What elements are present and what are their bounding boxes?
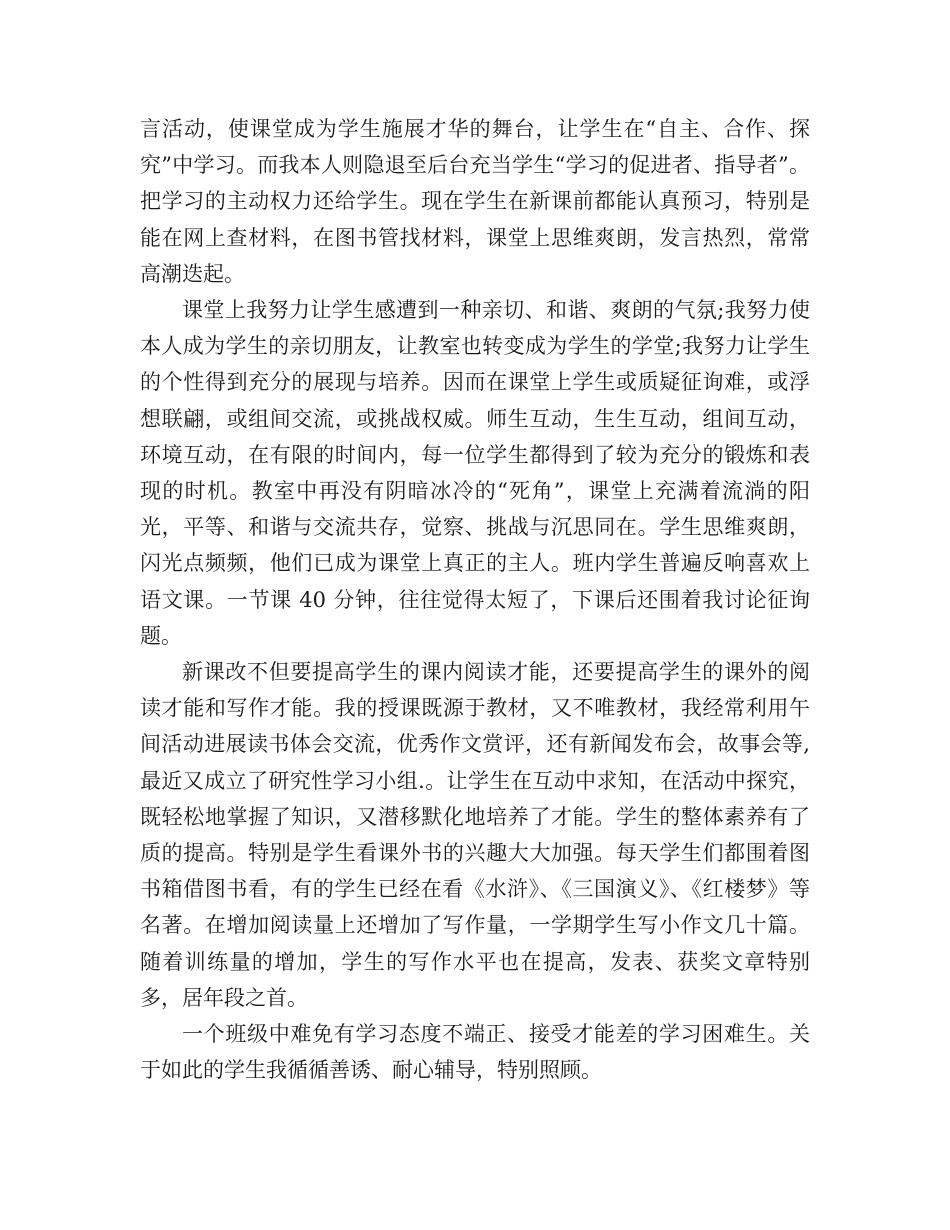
paragraph-4: 一个班级中难免有学习态度不端正、接受才能差的学习困难生。关于如此的学生我循循善诱、耐心辅导，特别照顾。 (140, 1022, 810, 1083)
paragraph-2: 课堂上我努力让学生感遭到一种亲切、和谐、爽朗的气氛;我努力使本人成为学生的亲切朋友，让教室也转变成为学生的学堂;我努力让学生的个性得到充分的展现与培养。因而在课堂上学生或质疑征询难，或浮想联翩，或组间交流，或挑战权威。师生互动，生生互动，组间互动，环境互动，在有限的时间内，每一位学生都得到了较为充分的锻炼和表现的时机。教室中再没有阴暗冰冷的“死角”，课堂上充满着流淌的阳光，平等、和谐与交流共存，觉察、挑战与沉思同在。学生思维爽朗，闪光点频频，他们已成为课堂上真正的主人。班内学生普遍反响喜欢上语文课。一节课 40 分钟，往往觉得太短了，下课后还围着我讨论征询题。 (140, 298, 810, 648)
paragraph-1: 言活动，使课堂成为学生施展才华的舞台，让学生在“自主、合作、探究”中学习。而我本人则隐退至后台充当学生“学习的促进者、指导者”。把学习的主动权力还给学生。现在学生在新课前都能认真预习，特别是能在网上查材料，在图书管找材料，课堂上思维爽朗，发言热烈，常常高潮迭起。 (140, 117, 810, 286)
document-body (140, 111, 810, 1088)
paragraph-3: 新课改不但要提高学生的课内阅读才能，还要提高学生的课外的阅读才能和写作才能。我的授课既源于教材，又不唯教材，我经常利用午间活动进展读书体会交流，优秀作文赏评，还有新闻发布会，故事会等,最近又成立了研究性学习小组.。让学生在互动中求知，在活动中探究，既轻松地掌握了知识，又潜移默化地培养了才能。学生的整体素养有了质的提高。特别是学生看课外书的兴趣大大加强。每天学生们都围着图书箱借图书看，有的学生已经在看《水浒》、《三国演义》、《红楼梦》等名著。在增加阅读量上还增加了写作量，一学期学生写小作文几十篇。随着训练量的增加，学生的写作水平也在提高，发表、获奖文章特别多，居年段之首。 (140, 660, 810, 1010)
